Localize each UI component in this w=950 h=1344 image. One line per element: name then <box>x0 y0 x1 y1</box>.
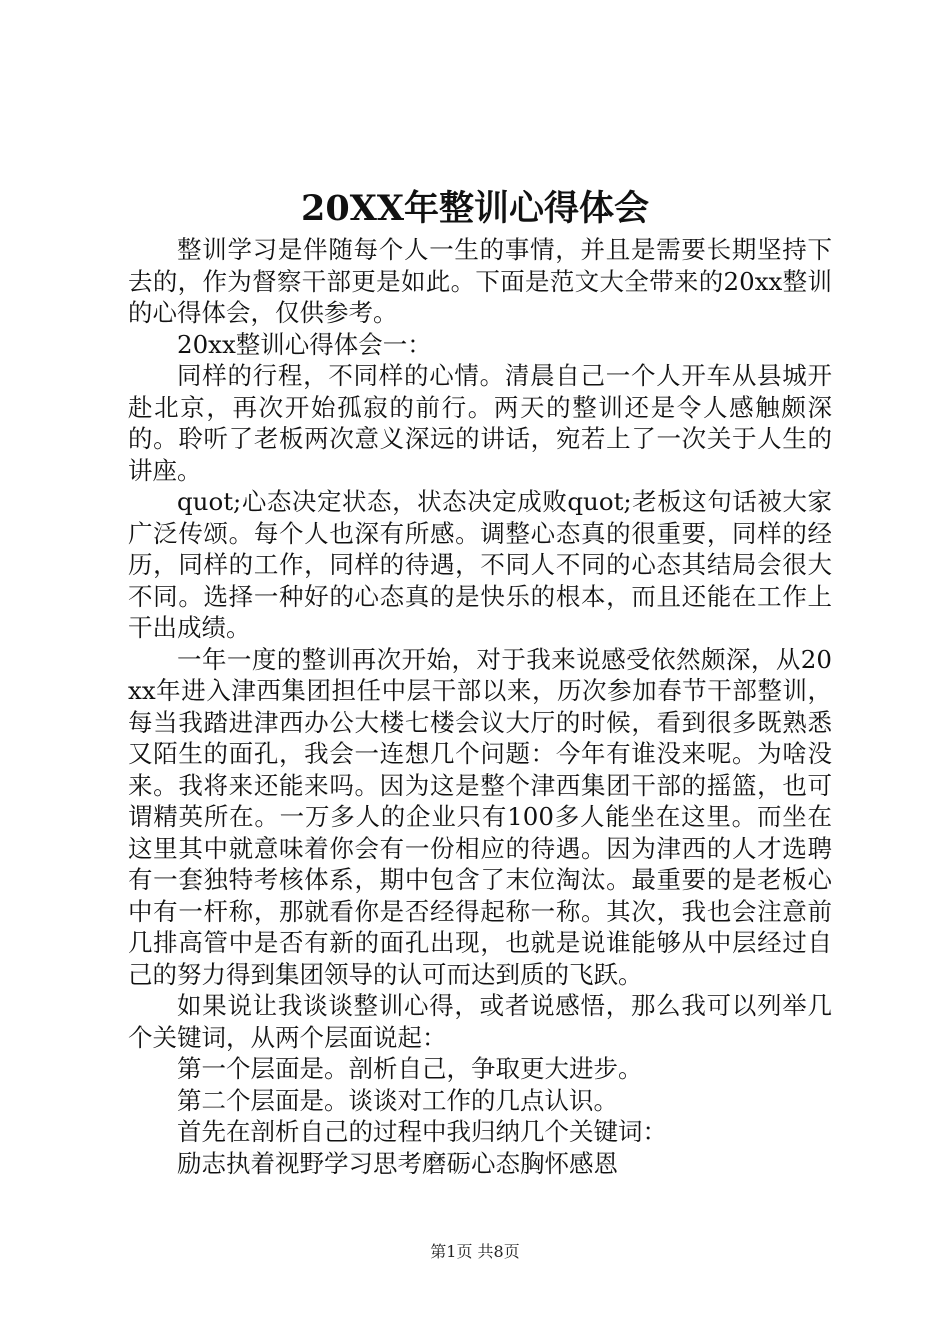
paragraph: 如果说让我谈谈整训心得，或者说感悟，那么我可以列举几个关键词，从两个层面说起： <box>128 991 832 1052</box>
paragraph: 第二个层面是。谈谈对工作的几点认识。 <box>177 1085 618 1115</box>
paragraph-intro: 整训学习是伴随每个人一生的事情，并且是需要长期坚持下去的，作为督察干部更是如此。下面是范文大全带来的20xx整训的心得体会，仅供参考。 <box>128 235 832 327</box>
paragraph-subheading: 20xx整训心得体会一： <box>177 329 432 359</box>
document-title: 20XX年整训心得体会 <box>300 188 650 229</box>
paragraph: 第一个层面是。剖析自己，争取更大进步。 <box>177 1054 643 1083</box>
paragraph: quot;心态决定状态，状态决定成败quot;老板这句话被大家广泛传颂。每个人也深有所感。调整心态真的很重要，同样的经历，同样的工作，同样的待遇，不同人不同的心态其结局会很大不同。选择一种好的心态真的是快乐的根本，而且还能在工作上干出成绩。 <box>128 487 832 642</box>
page-footer: 第1页 共8页 <box>430 1242 520 1261</box>
document-body <box>128 234 832 1179</box>
paragraph: 同样的行程，不同样的心情。清晨自己一个人开车从县城开赴北京，再次开始孤寂的前行。两天的整训还是令人感触颇深的。聆听了老板两次意义深远的讲话，宛若上了一次关于人生的讲座。 <box>128 361 832 485</box>
paragraph: 一年一度的整训再次开始，对于我来说感受依然颇深，从20xx年进入津西集团担任中层干部以来，历次参加春节干部整训，每当我踏进津西办公大楼七楼会议大厅的时候，看到很多既熟悉又陌生的面孔，我会一连想几个问题：今年有谁没来呢。为啥没来。我将来还能来吗。因为这是整个津西集团干部的摇篮，也可谓精英所在。一万多人的企业只有100多人能坐在这里。而坐在这里其中就意味着你会有一份相应的待遇。因为津西的人才选聘有一套独特考核体系，期中包含了末位淘汰。最重要的是老板心中有一杆称，那就看你是否经得起称一称。其次，我也会注意前几排高管中是否有新的面孔出现，也就是说谁能够从中层经过自己的努力得到集团领导的认可而达到质的飞跃。 <box>128 644 832 989</box>
paragraph-keywords: 励志执着视野学习思考磨砺心态胸怀感恩 <box>177 1148 618 1178</box>
paragraph: 首先在剖析自己的过程中我归纳几个关键词： <box>177 1117 667 1146</box>
